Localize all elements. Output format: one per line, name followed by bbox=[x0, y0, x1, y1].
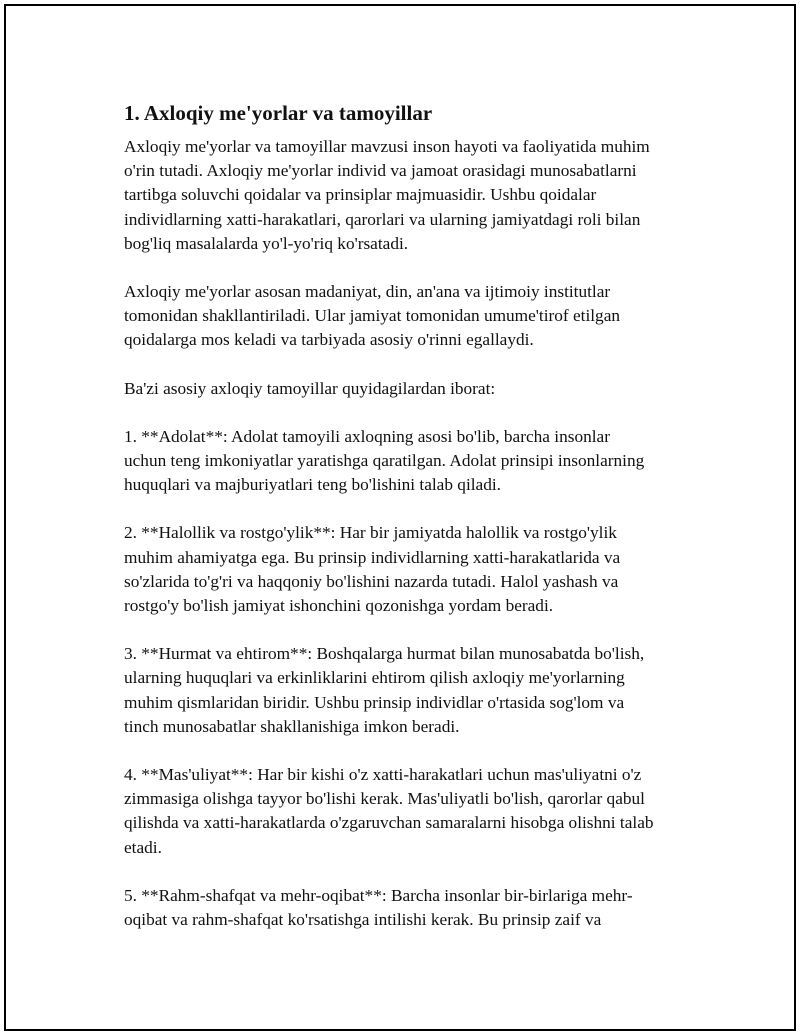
document-title: 1. Axloqiy me'yorlar va tamoyillar bbox=[124, 101, 433, 125]
intro-paragraph: Axloqiy me'yorlar va tamoyillar mavzusi inson hayoti va faoliyatida muhim o'rin tutadi. Axloqiy me'yorlar individ va jamoat orasidagi munosabatlarni tartibga soluvchi qoidalar va prinsiplar majmuasidir. Ushbu qoidalar individlarning xatti-harakatlari, qarorlari va ularning jamiyatdagi roli bilan bog'liq masalalarda yo'l-yo'riq ko'rsatadi. bbox=[124, 137, 650, 253]
principle-respect-paragraph: 3. **Hurmat va ehtirom**: Boshqalarga hurmat bilan munosabatda bo'lish, ularning huquqlari va erkinliklarini ehtirom qilish axloqiy me'yorlarning muhim qismlaridan biridir. Ushbu prinsip individlar o'rtasida sog'lom va tinch munosabatlar shakllanishiga imkon beradi. bbox=[124, 644, 645, 736]
page-frame bbox=[4, 4, 796, 1031]
origin-paragraph: Axloqiy me'yorlar asosan madaniyat, din, an'ana va ijtimoiy institutlar tomonidan shakllantiriladi. Ular jamiyat tomonidan umume'tirof etilgan qoidalarga mos keladi va tarbiyada asosiy o'rinni egallaydi. bbox=[124, 282, 621, 350]
document-body bbox=[124, 100, 696, 956]
principle-honesty-paragraph: 2. **Halollik va rostgo'ylik**: Har bir jamiyatda halollik va rostgo'ylik muhim ahamiyatga ega. Bu prinsip individlarning xatti-harakatlarida va so'zlarida to'g'ri va haqqoniy bo'lishini nazarda tutadi. Halol yashash va rostgo'y bo'lish jamiyat ishonchini qozonishga yordam beradi. bbox=[124, 523, 621, 616]
principles-lead-paragraph: Ba'zi asosiy axloqiy tamoyillar quyidagilardan iborat: bbox=[124, 378, 496, 398]
principle-justice-paragraph: 1. **Adolat**: Adolat tamoyili axloqning asosi bo'lib, barcha insonlar uchun teng imkoniyatlar yaratishga qaratilgan. Adolat prinsipi insonlarning huquqlari va majburiyatlari teng bo'lishini talab qiladi. bbox=[124, 426, 645, 495]
principle-compassion-paragraph: 5. **Rahm-shafqat va mehr-oqibat**: Barcha insonlar bir-birlariga mehr- oqibat va rahm-shafqat ko'rsatishga intilishi kerak. Bu prinsip zaif va bbox=[124, 885, 633, 930]
principle-responsibility-paragraph: 4. **Mas'uliyat**: Har bir kishi o'z xatti-harakatlari uchun mas'uliyatni o'z zimmasiga olishga tayyor bo'lishi kerak. Mas'uliyatli bo'lish, qarorlar qabul qilishda va xatti-harakatlarda o'zgaruvchan samaralarni hisobga olishni talab etadi. bbox=[124, 765, 654, 857]
